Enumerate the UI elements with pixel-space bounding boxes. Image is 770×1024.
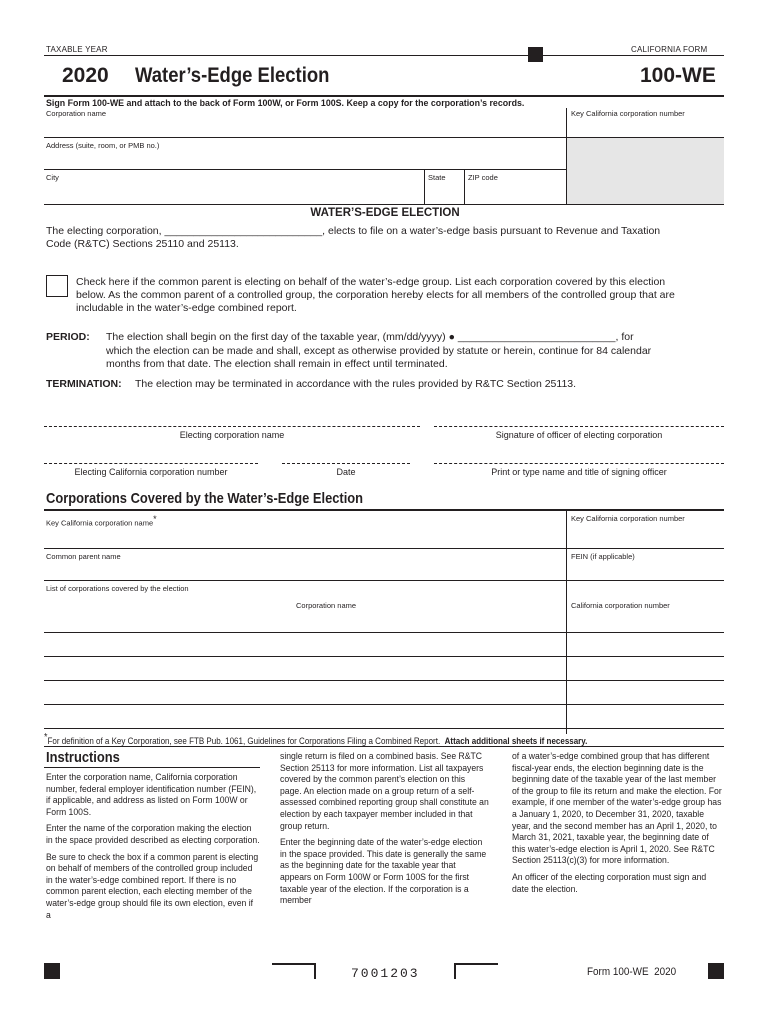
instr-para: Enter the name of the corporation making the election in the space provided described as electing corporation. (46, 823, 260, 846)
common-parent-checkbox[interactable] (46, 275, 68, 297)
header-instruction: Sign Form 100-WE and attach to the back of Form 100W, or Form 100S. Keep a copy for the corporation’s records. (46, 98, 525, 109)
form-number: 100-WE (640, 64, 716, 87)
termination-text: The election may be terminated in accordance with the rules provided by R&TC Section 25113. (135, 378, 577, 390)
list-row-4[interactable] (44, 704, 724, 705)
fein-label: FEIN (if applicable) (571, 552, 635, 561)
election-text-line-1: The electing corporation, ___________________________, elects to file on a water’s-edge basis pursuant to Revenue and Taxation (46, 225, 661, 237)
instr-para: An officer of the electing corporation must sign and date the election. (512, 871, 707, 895)
signature-label: Signature of officer of electing corporation (495, 430, 663, 440)
key-number-label: Key California corporation number (571, 109, 685, 118)
period-text-line-1: The election shall begin on the first day of the taxable year, (mm/dd/yyyy) ● ___________________________, for (106, 331, 634, 343)
footnote: *For definition of a Key Corporation, see FTB Pub. 1061, Guidelines for Corporations Filing a Combined Report. Attach additional sheets if necessary. (44, 732, 588, 746)
election-heading: WATER’S-EDGE ELECTION (310, 207, 460, 219)
checkbox-text-line-2: below. As the common parent of a controlled group, the corporation hereby elects for all members of the controlled group that are (76, 289, 675, 301)
instr-para: single return is filed on a combined basis. See R&TC Section 25113 for more information. List all taxpayers covered by the common parent’s election on this page. An election made on a group return of a self-assessed combined reporting group shall constitute an election by each taxpayer member included in that group return. (280, 751, 489, 832)
zip-label: ZIP code (468, 173, 498, 182)
period-text-line-2: which the election can be made and shall, except as otherwise provided by statute or herein, continue for 84 calendar (106, 345, 652, 357)
shaded-box (567, 137, 724, 204)
address-label: Address (suite, room, or PMB no.) (46, 141, 160, 150)
header-rule (44, 55, 724, 56)
instr-para: Enter the beginning date of the water’s-edge election in the space provided. This date is generally the same as the beginning date for the taxable year that appears on Form 100W or Form 100S for the first taxable year of the election. If the corporation is a member (280, 837, 487, 907)
electing-name-line[interactable] (44, 426, 420, 427)
instructions-heading: Instructions (46, 749, 120, 766)
scan-bracket-left (272, 963, 316, 979)
col-corporation-name: Corporation name (296, 601, 357, 610)
instr-para: Be sure to check the box if a common parent is electing on behalf of members of the controlled group included in the water’s-edge combined report. If there is no common parent election, each electing member of the water’s-edge group should file its own election, even if a (46, 851, 259, 921)
termination-label: TERMINATION: (46, 378, 122, 390)
checkbox-text-line-1: Check here if the common parent is electing on behalf of the water’s-edge group. List each corporation covered by this election (76, 276, 666, 288)
key-corp-name-field[interactable] (46, 526, 564, 546)
key-corp-number-field[interactable] (570, 526, 724, 546)
instructions-column-1 (46, 772, 260, 926)
form-year: 2020 (62, 64, 109, 87)
registration-mark (708, 963, 724, 979)
instr-para: of a water’s-edge combined group that has different fiscal-year ends, the election beginning date is the beginning date of the taxable year of the last member of the group to file its return and make the election. For example, if one member of the water’s-edge group has a January 1, 2020, to December 31, 2020, taxable year, and the second member has an April 1, 2020, to March 31, 2021, taxable year, the beginning date of this water’s-edge election is April 1, 2020. See R&TC Section 25113(c)(3) for more information. (512, 751, 722, 867)
california-form-label: CALIFORNIA FORM (631, 45, 708, 54)
city-field[interactable] (46, 183, 422, 201)
checkbox-text-line-3: includable in the water’s-edge combined report. (76, 302, 297, 314)
common-parent-label: Common parent name (46, 552, 121, 561)
common-parent-field[interactable] (46, 562, 564, 580)
period-label: PERIOD: (46, 331, 90, 343)
date-line[interactable] (282, 463, 410, 464)
list-row-1[interactable] (44, 632, 724, 633)
corporation-name-label: Corporation name (46, 109, 107, 118)
zip-field[interactable] (467, 183, 564, 201)
registration-mark (44, 963, 60, 979)
taxable-year-label: TAXABLE YEAR (46, 45, 108, 54)
election-text-line-2: Code (R&TC) Sections 25110 and 25113. (46, 238, 239, 250)
scan-bracket-right (454, 963, 498, 979)
city-label: City (46, 173, 59, 182)
period-text-line-3: months from that date. The election shall remain in effect until terminated. (106, 358, 448, 370)
key-number-field[interactable] (570, 119, 724, 135)
corporation-name-field[interactable] (46, 119, 564, 135)
covered-heading: Corporations Covered by the Water’s-Edge Election (46, 490, 364, 507)
print-name-line[interactable] (434, 463, 724, 464)
instructions-column-2 (280, 751, 489, 912)
state-label: State (428, 173, 446, 182)
form-title: Water’s-Edge Election (135, 64, 330, 87)
address-field[interactable] (46, 151, 564, 167)
instr-para: Enter the corporation name, California corporation number, federal employer identification number (FEIN), if applicable, and address as listed on Form 100W or Form 100S. (46, 772, 257, 818)
electing-name-label: Electing corporation name (179, 430, 285, 440)
list-row-3[interactable] (44, 680, 724, 681)
list-label: List of corporations covered by the election (46, 584, 189, 593)
instructions-column-3 (512, 751, 724, 900)
registration-mark (528, 47, 543, 62)
fein-field[interactable] (570, 562, 724, 580)
electing-number-line[interactable] (44, 463, 258, 464)
key-corp-number-label: Key California corporation number (571, 514, 685, 523)
print-name-label: Print or type name and title of signing officer (491, 467, 667, 477)
key-corp-name-label: Key California corporation name* (46, 514, 157, 528)
title-rule (44, 95, 724, 97)
electing-number-label: Electing California corporation number (74, 467, 228, 477)
date-label: Date (336, 467, 356, 477)
footer-form-label: Form 100-WE 2020 (587, 966, 677, 978)
signature-line[interactable] (434, 426, 724, 427)
list-row-5[interactable] (44, 728, 724, 729)
form-code: 7001203 (351, 966, 420, 981)
state-field[interactable] (427, 183, 462, 201)
list-row-2[interactable] (44, 656, 724, 657)
col-corporation-number: California corporation number (571, 601, 670, 610)
